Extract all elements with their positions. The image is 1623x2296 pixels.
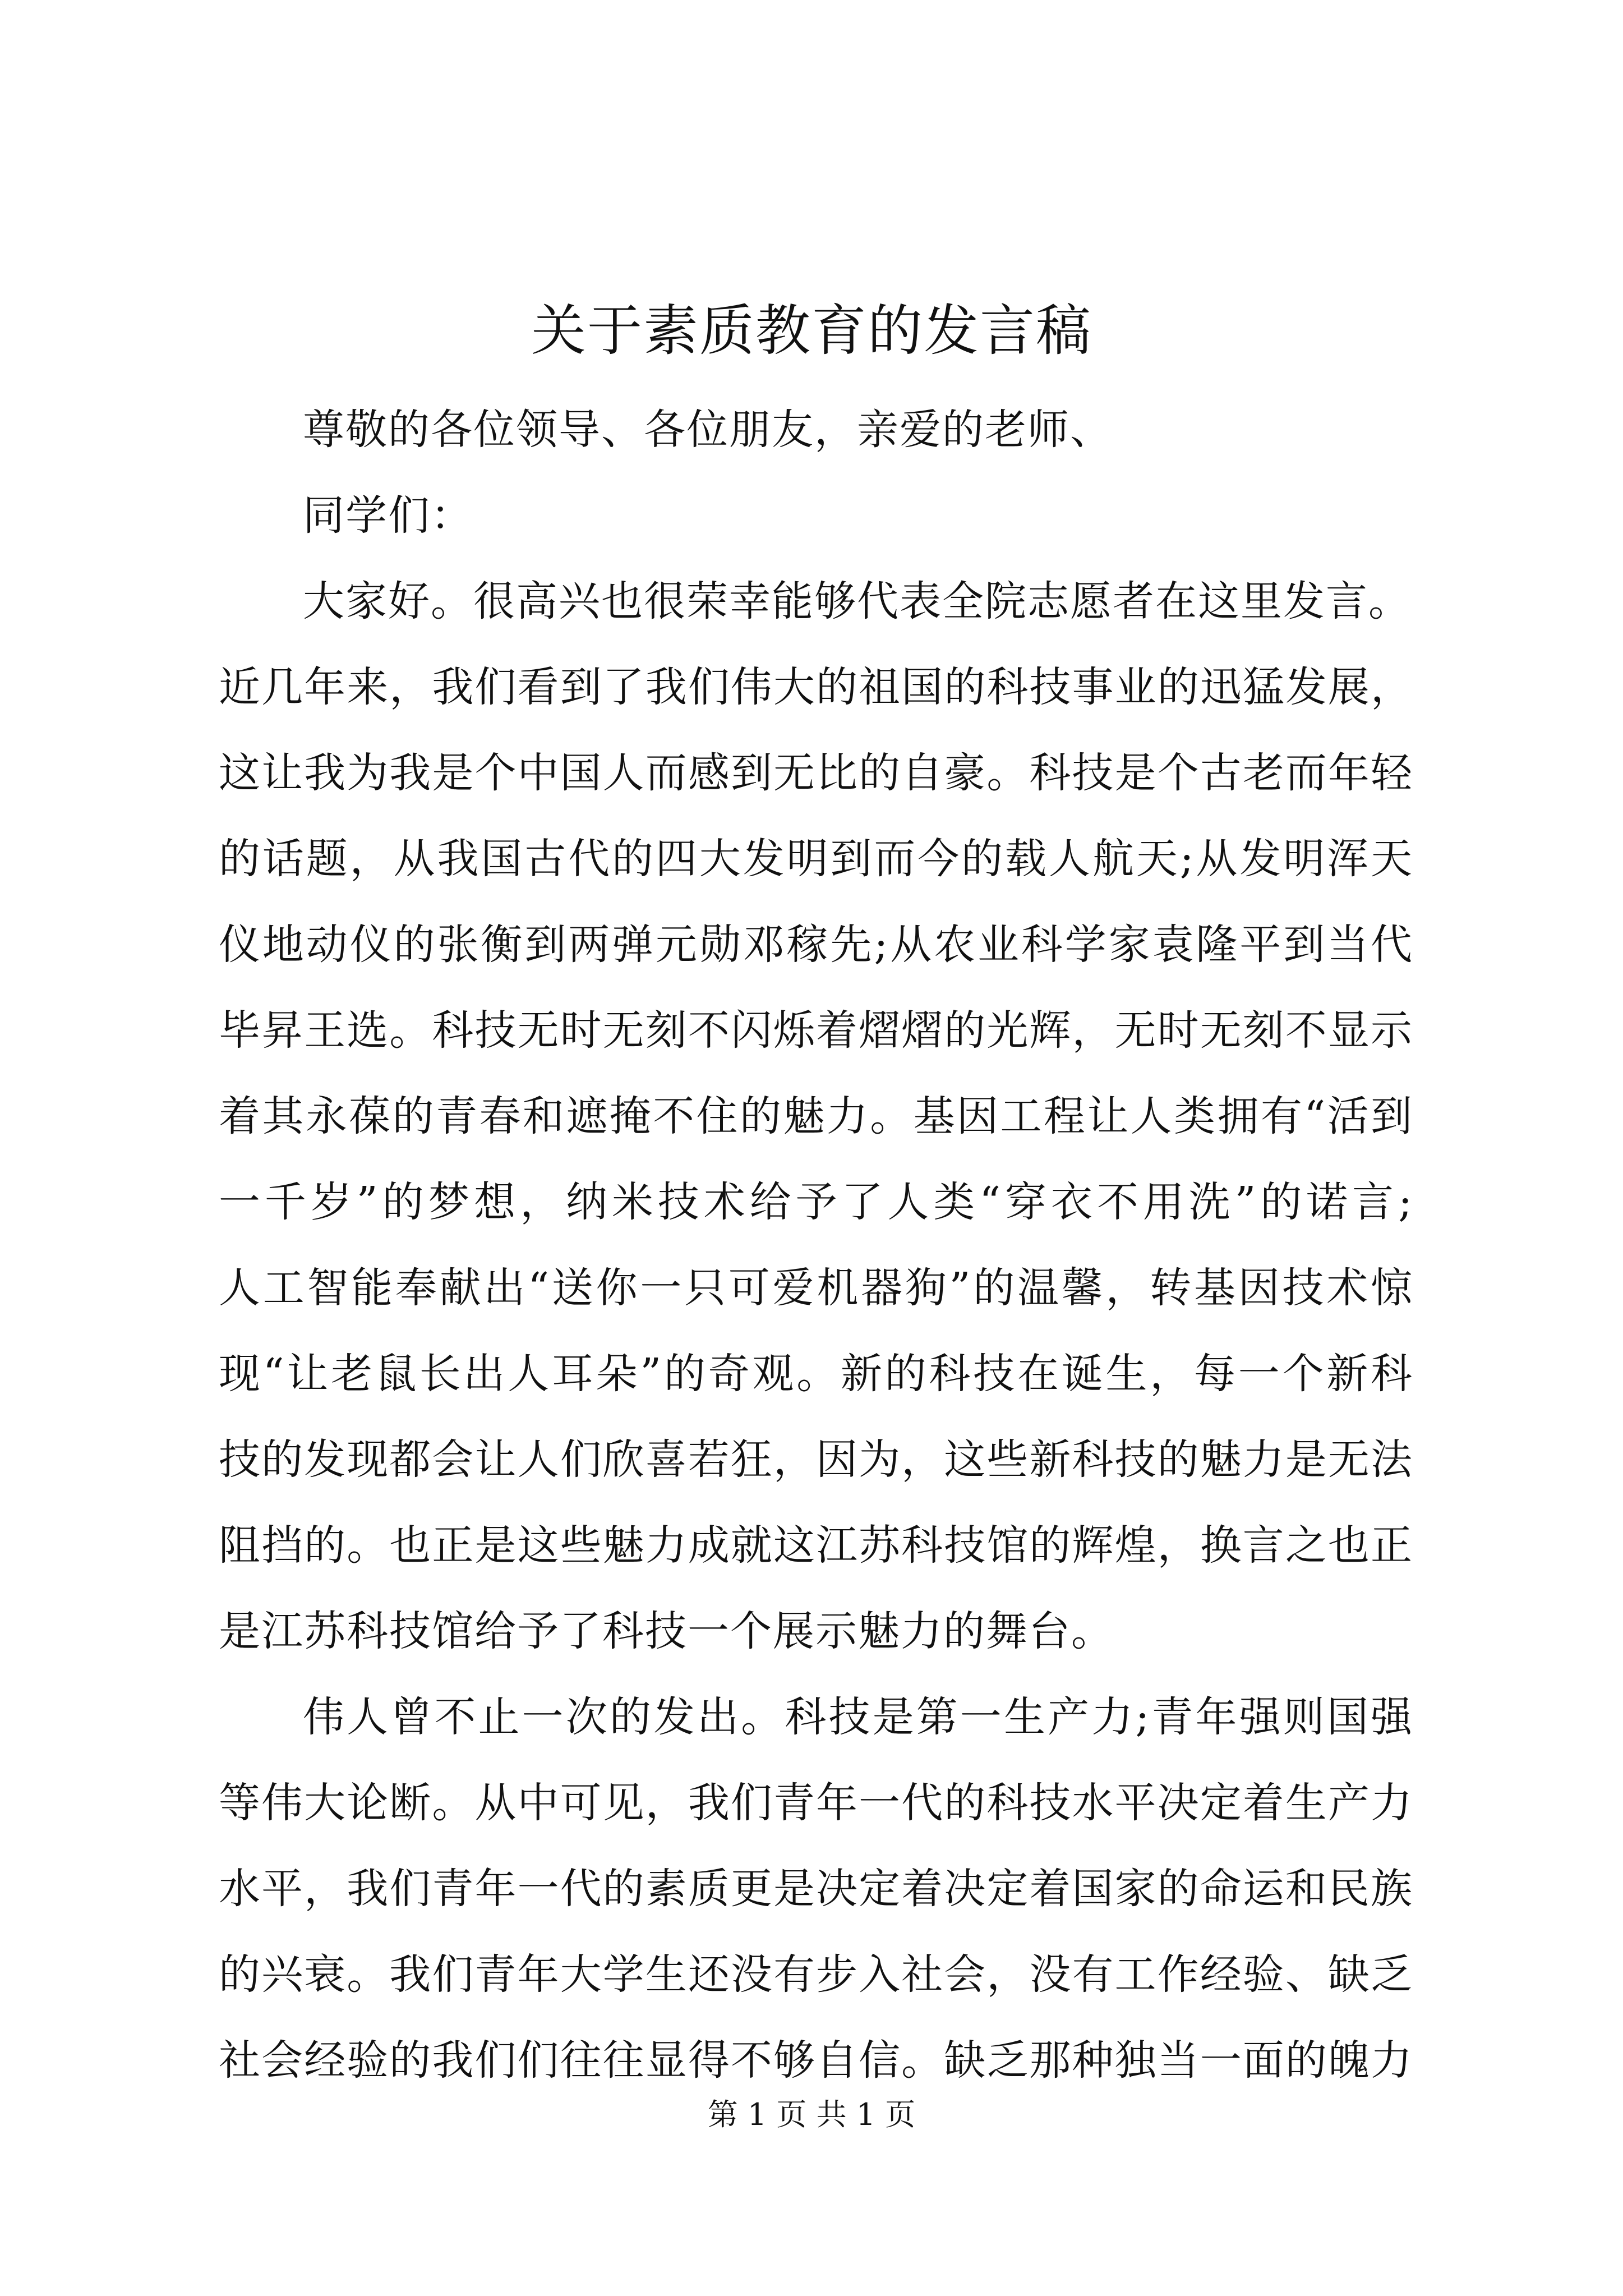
body-line: 是江苏科技馆给予了科技一个展示魅力的舞台。	[219, 1607, 1114, 1655]
body-line: 阻挡的。也正是这些魅力成就这江苏科技馆的辉煌，换言之也正	[219, 1521, 1413, 1570]
body-line: 近几年来，我们看到了我们伟大的祖国的科技事业的迅猛发展，	[219, 663, 1413, 711]
body-line: 着其永葆的青春和遮掩不住的魅力。基因工程让人类拥有“活到	[219, 1092, 1413, 1140]
body-line: 现“让老鼠长出人耳朵”的奇观。新的科技在诞生，每一个新科	[219, 1350, 1413, 1398]
body-line: 的兴衰。我们青年大学生还没有步入社会，没有工作经验、缺乏	[219, 1950, 1413, 1999]
page-footer: 第 1 页 共 1 页	[707, 2097, 916, 2132]
body-line: 尊敬的各位领导、各位朋友，亲爱的老师、	[303, 406, 1113, 454]
body-line: 技的发现都会让人们欣喜若狂，因为，这些新科技的魅力是无法	[219, 1435, 1413, 1484]
document-body	[219, 387, 1413, 2104]
body-line: 毕昇王选。科技无时无刻不闪烁着熠熠的光辉，无时无刻不显示	[219, 1006, 1413, 1055]
body-line: 同学们：	[303, 491, 473, 540]
body-line: 社会经验的我们们往往显得不够自信。缺乏那种独当一面的魄力	[219, 2036, 1413, 2085]
body-line: 一千岁”的梦想，纳米技术给予了人类“穿衣不用洗”的诺言;	[219, 1178, 1414, 1226]
body-line: 人工智能奉献出“送你一只可爱机器狗”的温馨，转基因技术惊	[219, 1264, 1413, 1312]
body-line: 伟人曾不止一次的发出。科技是第一生产力;青年强则国强	[303, 1693, 1413, 1741]
body-line: 水平，我们青年一代的素质更是决定着决定着国家的命运和民族	[219, 1865, 1413, 1913]
body-line: 这让我为我是个中国人而感到无比的自豪。科技是个古老而年轻	[219, 749, 1413, 797]
body-line: 仪地动仪的张衡到两弹元勋邓稼先;从农业科学家袁隆平到当代	[219, 921, 1413, 969]
body-line: 等伟大论断。从中可见，我们青年一代的科技水平决定着生产力	[219, 1779, 1413, 1827]
body-line: 的话题，从我国古代的四大发明到而今的载人航天;从发明浑天	[219, 835, 1413, 883]
document-title: 关于素质教育的发言稿	[531, 299, 1092, 363]
body-line: 大家好。很高兴也很荣幸能够代表全院志愿者在这里发言。	[303, 577, 1411, 625]
